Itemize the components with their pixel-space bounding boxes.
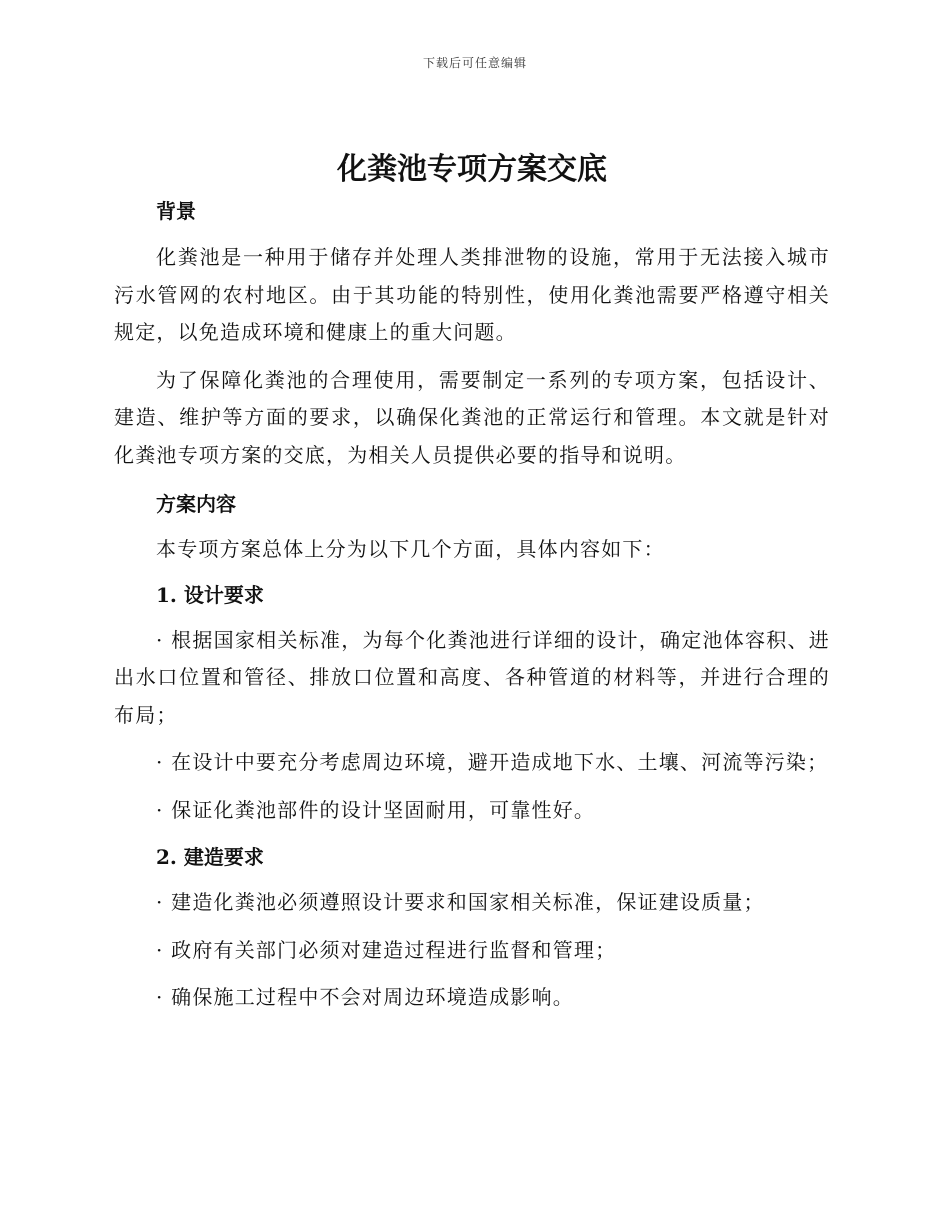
paragraph-background-2: 为了保障化粪池的合理使用，需要制定一系列的专项方案，包括设计、建造、维护等方面的要求，以确保化粪池的正常运行和管理。本文就是针对化粪池专项方案的交底，为相关人员提供必要的指导和说明。 [114, 367, 830, 467]
section-heading-design: 1. 设计要求 [156, 582, 264, 607]
section-heading-background: 背景 [156, 199, 196, 223]
list-item-design-1: · 根据国家相关标准，为每个化粪池进行详细的设计，确定池体容积、进出水口位置和管径、排放口位置和高度、各种管道的材料等，并进行合理的布局； [114, 627, 830, 727]
list-item-build-2: · 政府有关部门必须对建造过程进行监督和管理； [156, 937, 617, 962]
list-item-design-3: · 保证化粪池部件的设计坚固耐用，可靠性好。 [156, 797, 596, 822]
section-heading-build: 2. 建造要求 [156, 845, 264, 869]
list-item-build-3: · 确保施工过程中不会对周边环境造成影响。 [156, 985, 574, 1009]
page-header-note: 下载后可任意编辑 [422, 56, 527, 70]
paragraph-content-intro: 本专项方案总体上分为以下几个方面，具体内容如下： [156, 537, 665, 561]
section-heading-content: 方案内容 [156, 492, 236, 516]
document-title: 化粪池专项方案交底 [337, 152, 607, 187]
list-item-design-2: · 在设计中要充分考虑周边环境，避开造成地下水、土壤、河流等污染； [156, 750, 829, 774]
paragraph-background-1: 化粪池是一种用于储存并处理人类排泄物的设施，常用于无法接入城市污水管网的农村地区。由于其功能的特别性，使用化粪池需要严格遵守相关规定，以免造成环境和健康上的重大问题。 [114, 245, 830, 344]
document-body [114, 148, 830, 1017]
list-item-build-1: · 建造化粪池必须遵照设计要求和国家相关标准，保证建设质量； [156, 890, 765, 914]
